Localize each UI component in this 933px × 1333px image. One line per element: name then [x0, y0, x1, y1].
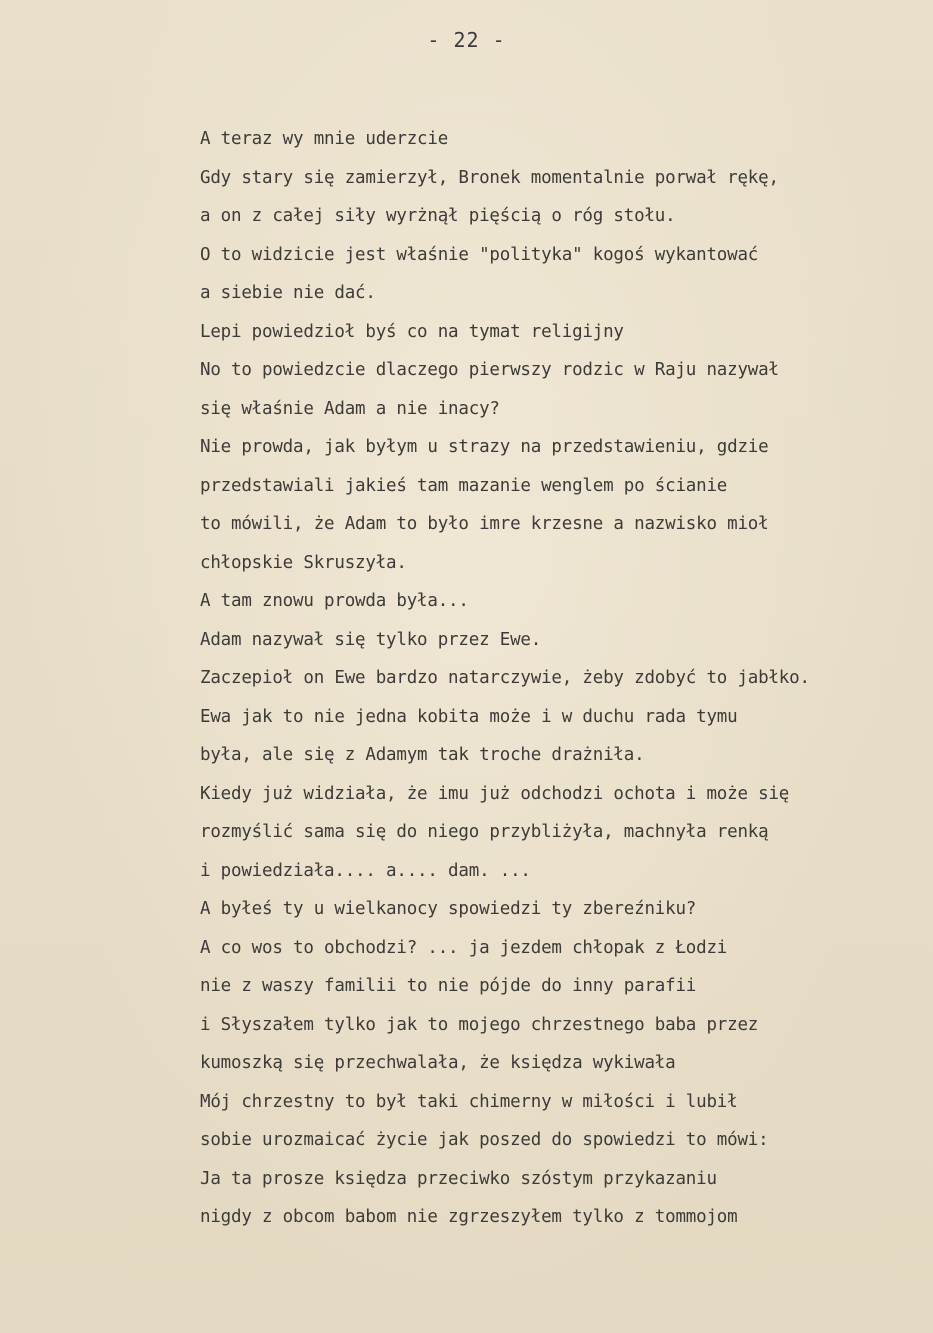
- text-line: kumoszką się przechwalała, że księdza wykiwała: [200, 1053, 676, 1073]
- text-line: a on z całej siły wyrżnął pięścią o róg stołu.: [200, 206, 676, 226]
- text-line: nie z waszy familii to nie pójde do inny parafii: [200, 976, 697, 996]
- text-line: nigdy z obcom babom nie zgrzeszyłem tylko z tommojom: [200, 1207, 738, 1227]
- text-line: Gdy stary się zamierzył, Bronek momentalnie porwał rękę,: [200, 167, 779, 188]
- text-line: Mój chrzestny to był taki chimerny w miłości i lubił: [200, 1091, 738, 1112]
- text-line: sobie urozmaicać życie jak poszed do spowiedzi to mówi:: [200, 1130, 769, 1150]
- text-line: się właśnie Adam a nie inacy?: [200, 398, 500, 419]
- text-line: chłopskie Skruszyła.: [200, 552, 407, 573]
- text-line: Kiedy już widziała, że imu już odchodzi ochota i może się: [200, 783, 790, 804]
- text-line: Adam nazywał się tylko przez Ewe.: [200, 629, 542, 650]
- text-line: a siebie nie dać.: [200, 283, 376, 303]
- text-line: i powiedziała.... a.... dam. ...: [200, 860, 531, 881]
- text-line: była, ale się z Adamym tak troche drażniła.: [200, 745, 645, 765]
- text-line: Ewa jak to nie jedna kobita może i w duchu rada tymu: [200, 706, 738, 727]
- text-line: A tam znowu prowda była...: [200, 591, 469, 611]
- text-line: Zaczepioł on Ewe bardzo natarczywie, żeby zdobyć to jabłko.: [200, 668, 810, 688]
- page-number: - 22 -: [427, 28, 506, 52]
- text-line: Lepi powiedzioł byś co na tymat religijny: [200, 321, 624, 342]
- text-line: przedstawiali jakieś tam mazanie wenglem po ścianie: [200, 475, 728, 496]
- text-line: A byłeś ty u wielkanocy spowiedzi ty zbereźniku?: [200, 899, 697, 919]
- text-line: rozmyślić sama się do niego przybliżyła, machnyła renką: [200, 822, 769, 842]
- text-line: O to widzicie jest właśnie "polityka" kogoś wykantować: [200, 244, 759, 265]
- text-line: No to powiedzcie dlaczego pierwszy rodzic w Raju nazywał: [200, 360, 779, 380]
- text-line: A co wos to obchodzi? ... ja jezdem chłopak z Łodzi: [200, 937, 728, 958]
- text-line: to mówili, że Adam to było imre krzesne a nazwisko mioł: [200, 514, 769, 534]
- text-line: A teraz wy mnie uderzcie: [200, 129, 449, 149]
- typewritten-text: [200, 120, 900, 1237]
- text-line: i Słyszałem tylko jak to mojego chrzestnego baba przez: [200, 1014, 759, 1035]
- text-line: Nie prowda, jak byłym u strazy na przedstawieniu, gdzie: [200, 437, 769, 457]
- text-line: Ja ta prosze księdza przeciwko szóstym przykazaniu: [200, 1168, 717, 1189]
